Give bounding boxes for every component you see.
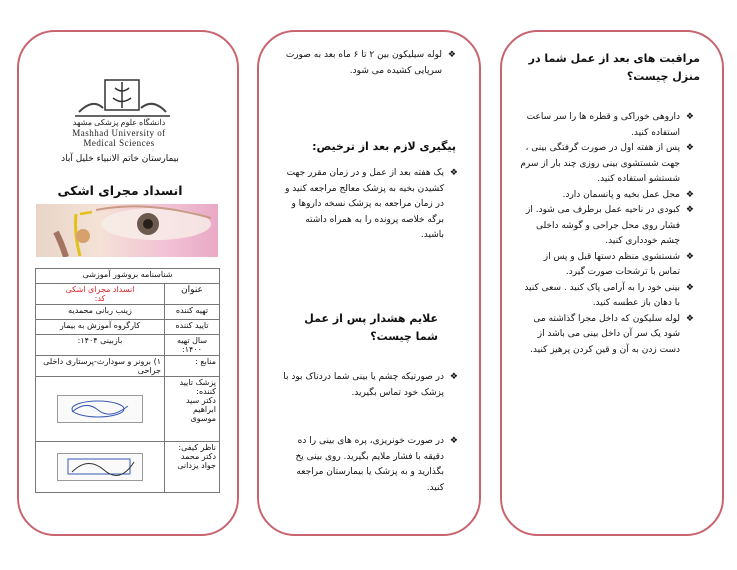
home-care-item: ❖ پس از هفته اول در صورت گرفتگی بینی ، جهت شستشوی بینی روزی چند بار از سرم شستشو استفاده کنید. — [520, 141, 694, 188]
eye-illustration — [36, 204, 218, 257]
home-care-list — [520, 110, 694, 358]
supervisor-label: ناظر کیفی: — [178, 443, 216, 452]
logo-en-line1: Mashhad University of — [72, 128, 166, 138]
home-care-title: مراقبت های بعد از عمل شما در منزل چیست؟ — [528, 52, 700, 83]
followup-text: ❖ یک هفته بعد از عمل و در زمان مقرر جهت کشیدن بخیه به پزشک معالج مراجعه کنید و در زمان مراجعه به پزشک نسخه داروها و برگه خلاصه پرونده را به همراه داشته باشید. — [280, 166, 458, 244]
sources-value: ۱) برونر و سودارث-پرستاری داخلی جراحی — [36, 356, 165, 377]
signature-icon — [58, 396, 142, 422]
supervisor-signature-cell — [36, 442, 165, 493]
home-care-item: ❖ داروهی خوراکی و قطره ها را سر ساعت استفاده کنید. — [520, 110, 694, 141]
doctor-label: پزشک تایید کننده: — [179, 378, 216, 396]
warning-title: علایم هشدار پس از عمل شما چیست؟ — [304, 312, 438, 343]
subject-label: عنوان — [165, 284, 220, 305]
subject-cell — [36, 284, 165, 305]
silicone-tube-item: ❖ لوله سیلیکون بین ۲ تا ۶ ماه بعد به صورت سرپایی کشیده می شود. — [282, 48, 456, 79]
home-care-item: ❖ لوله سلیکون که داخل مجرا گذاشته می شود یک سر آن داخل بینی می باشد از دست زدن به آن و قین کردن پرهیز کنید. — [520, 312, 694, 359]
code-label: کد: — [94, 294, 106, 303]
approver-value: کارگروه آموزش به بیمار — [36, 320, 165, 335]
brochure-title: انسداد مجرای اشکی — [57, 183, 183, 198]
logo-en-line2: Medical Sciences — [83, 138, 155, 148]
doctor-cell — [165, 377, 220, 442]
warning-item-1: ❖ در صورتیکه چشم یا بینی شما دردناک بود با پزشک خود تماس بگیرید. — [282, 370, 458, 401]
university-logo — [35, 78, 203, 148]
home-care-item: ❖ شستشوی منظم دستها قبل و پس از تماس با ترشحات صورت گیرد. — [520, 250, 694, 281]
author-value: زینب ربانی محمدیه — [36, 305, 165, 320]
supervisor-signature-stamp — [57, 453, 143, 481]
home-care-item: ❖ محل عمل بخیه و پانسمان دارد. — [520, 188, 694, 204]
id-card-header: شناسنامه بروشور آموزشی — [36, 269, 220, 284]
review-label: بازبینی ۱۴۰۴: — [36, 335, 165, 356]
supervisor-cell — [165, 442, 220, 493]
supervisor-value: دکتر محمد جواد یزدانی — [177, 452, 216, 470]
followup-title: پیگیری لازم بعد از ترخیص: — [312, 140, 456, 153]
home-care-item: ❖ کبودی در ناحیه عمل برطرف می شود. از فشار روی محل جراحی و گوشه داخلی چشم خودداری کنید. — [520, 203, 694, 250]
hospital-name: بیمارستان خاتم الانبیاء خلیل آباد — [61, 154, 179, 164]
logo-persian-text: دانشگاه علوم پزشکی مشهد — [72, 118, 166, 127]
doctor-signature-stamp — [57, 395, 143, 423]
doctor-signature-cell — [36, 377, 165, 442]
doctor-value: دکتر سید ابراهیم موسوی — [185, 396, 216, 423]
warning-item-2: ❖ در صورت خونریزی، پره های بینی را ده دقیقه با فشار ملایم بگیرید. روی بینی یخ بگذارید و به پزشک یا بیمارستان مراجعه کنید. — [282, 434, 458, 496]
approver-label: تایید کننده — [165, 320, 220, 335]
sources-label: منابع : — [165, 356, 220, 377]
emblem-icon — [75, 78, 170, 118]
id-card-table — [35, 268, 220, 493]
author-label: تهیه کننده — [165, 305, 220, 320]
eye-anatomy-icon — [36, 204, 218, 257]
subject-value: انسداد مجرای اشکی — [65, 285, 135, 294]
signature-icon — [58, 454, 142, 480]
year-label: سال تهیه ۱۴۰۰: — [165, 335, 220, 356]
home-care-item: ❖ بینی خود را به آرامی پاک کنید . سعی کنید با دهان باز عطسه کنید. — [520, 281, 694, 312]
